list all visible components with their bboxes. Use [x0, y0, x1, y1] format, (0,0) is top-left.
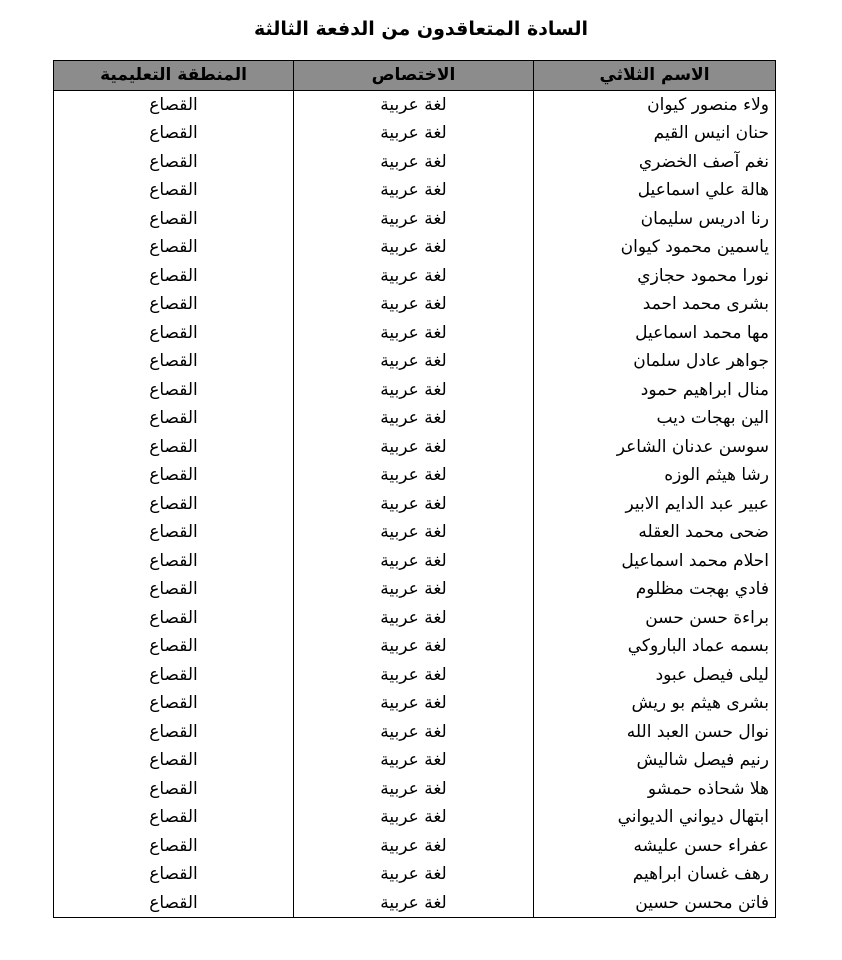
cell-specialty: لغة عربية [294, 718, 534, 747]
table-row [54, 575, 776, 604]
cell-specialty: لغة عربية [294, 860, 534, 889]
table-row [54, 262, 776, 291]
cell-name: هالة علي اسماعيل [534, 176, 776, 205]
table-row [54, 119, 776, 148]
cell-specialty: لغة عربية [294, 433, 534, 462]
cell-region: القصاع [54, 262, 294, 291]
cell-name: بشرى محمد احمد [534, 290, 776, 319]
cell-name: مها محمد اسماعيل [534, 319, 776, 348]
cell-specialty: لغة عربية [294, 632, 534, 661]
table-row [54, 518, 776, 547]
cell-name: ياسمين محمود كيوان [534, 233, 776, 262]
table-row [54, 632, 776, 661]
cell-region: القصاع [54, 148, 294, 177]
table-row [54, 775, 776, 804]
cell-specialty: لغة عربية [294, 518, 534, 547]
table-row [54, 689, 776, 718]
table-row [54, 604, 776, 633]
cell-name: نورا محمود حجازي [534, 262, 776, 291]
cell-region: القصاع [54, 205, 294, 234]
cell-name: براءة حسن حسن [534, 604, 776, 633]
cell-region: القصاع [54, 119, 294, 148]
cell-specialty: لغة عربية [294, 775, 534, 804]
table-row [54, 490, 776, 519]
table-row [54, 718, 776, 747]
cell-region: القصاع [54, 746, 294, 775]
cell-region: القصاع [54, 889, 294, 918]
cell-specialty: لغة عربية [294, 119, 534, 148]
cell-name: منال ابراهيم حمود [534, 376, 776, 405]
cell-name: ليلى فيصل عبود [534, 661, 776, 690]
cell-region: القصاع [54, 575, 294, 604]
cell-name: جواهر عادل سلمان [534, 347, 776, 376]
cell-specialty: لغة عربية [294, 803, 534, 832]
cell-region: القصاع [54, 632, 294, 661]
cell-specialty: لغة عربية [294, 575, 534, 604]
table-row [54, 547, 776, 576]
cell-name: ضحى محمد العقله [534, 518, 776, 547]
cell-name: رنيم فيصل شاليش [534, 746, 776, 775]
table-row [54, 860, 776, 889]
cell-name: ولاء منصور كيوان [534, 90, 776, 119]
cell-region: القصاع [54, 518, 294, 547]
cell-region: القصاع [54, 290, 294, 319]
table-row [54, 461, 776, 490]
table-row [54, 832, 776, 861]
table-row [54, 889, 776, 918]
cell-specialty: لغة عربية [294, 90, 534, 119]
cell-specialty: لغة عربية [294, 148, 534, 177]
cell-region: القصاع [54, 547, 294, 576]
table-row [54, 661, 776, 690]
cell-name: فاتن محسن حسين [534, 889, 776, 918]
cell-name: رشا هيثم الوزه [534, 461, 776, 490]
table-row [54, 347, 776, 376]
table-body [54, 90, 776, 918]
cell-region: القصاع [54, 347, 294, 376]
cell-specialty: لغة عربية [294, 832, 534, 861]
contractors-table [53, 60, 776, 918]
table-row [54, 205, 776, 234]
cell-specialty: لغة عربية [294, 376, 534, 405]
cell-name: نغم آصف الخضري [534, 148, 776, 177]
cell-region: القصاع [54, 490, 294, 519]
cell-name: رهف غسان ابراهيم [534, 860, 776, 889]
cell-region: القصاع [54, 433, 294, 462]
cell-region: القصاع [54, 604, 294, 633]
cell-region: القصاع [54, 404, 294, 433]
cell-region: القصاع [54, 461, 294, 490]
cell-region: القصاع [54, 860, 294, 889]
cell-name: نوال حسن العبد الله [534, 718, 776, 747]
cell-specialty: لغة عربية [294, 461, 534, 490]
table-row [54, 176, 776, 205]
cell-region: القصاع [54, 319, 294, 348]
cell-name: رنا ادريس سليمان [534, 205, 776, 234]
cell-specialty: لغة عربية [294, 347, 534, 376]
table-row [54, 233, 776, 262]
cell-region: القصاع [54, 803, 294, 832]
cell-name: احلام محمد اسماعيل [534, 547, 776, 576]
cell-region: القصاع [54, 718, 294, 747]
cell-specialty: لغة عربية [294, 176, 534, 205]
table-row [54, 290, 776, 319]
cell-name: الين بهجات ديب [534, 404, 776, 433]
cell-region: القصاع [54, 775, 294, 804]
column-header-specialty: الاختصاص [294, 61, 534, 91]
cell-specialty: لغة عربية [294, 547, 534, 576]
cell-specialty: لغة عربية [294, 490, 534, 519]
table-row [54, 376, 776, 405]
cell-name: عفراء حسن عليشه [534, 832, 776, 861]
table-header-row [54, 61, 776, 91]
cell-region: القصاع [54, 176, 294, 205]
cell-specialty: لغة عربية [294, 262, 534, 291]
cell-region: القصاع [54, 90, 294, 119]
cell-specialty: لغة عربية [294, 205, 534, 234]
cell-specialty: لغة عربية [294, 404, 534, 433]
cell-name: عبير عبد الدايم الابير [534, 490, 776, 519]
cell-name: ابتهال ديواني الديواني [534, 803, 776, 832]
table-row [54, 148, 776, 177]
column-header-name: الاسم الثلاثي [534, 61, 776, 91]
cell-name: بسمه عماد الباروكي [534, 632, 776, 661]
cell-name: فادي بهجت مظلوم [534, 575, 776, 604]
cell-region: القصاع [54, 661, 294, 690]
cell-region: القصاع [54, 233, 294, 262]
table-row [54, 404, 776, 433]
table-row [54, 746, 776, 775]
cell-specialty: لغة عربية [294, 746, 534, 775]
cell-specialty: لغة عربية [294, 604, 534, 633]
column-header-region: المنطقة التعليمية [54, 61, 294, 91]
cell-region: القصاع [54, 376, 294, 405]
table-row [54, 433, 776, 462]
cell-name: سوسن عدنان الشاعر [534, 433, 776, 462]
table-row [54, 319, 776, 348]
cell-name: بشرى هيثم بو ريش [534, 689, 776, 718]
cell-specialty: لغة عربية [294, 233, 534, 262]
cell-specialty: لغة عربية [294, 319, 534, 348]
cell-region: القصاع [54, 832, 294, 861]
cell-specialty: لغة عربية [294, 689, 534, 718]
table-row [54, 803, 776, 832]
cell-specialty: لغة عربية [294, 661, 534, 690]
cell-name: حنان انيس القيم [534, 119, 776, 148]
cell-specialty: لغة عربية [294, 889, 534, 918]
cell-specialty: لغة عربية [294, 290, 534, 319]
page-title: السادة المتعاقدون من الدفعة الثالثة [253, 18, 589, 40]
table-row [54, 90, 776, 119]
cell-region: القصاع [54, 689, 294, 718]
cell-name: هلا شحاذه حمشو [534, 775, 776, 804]
